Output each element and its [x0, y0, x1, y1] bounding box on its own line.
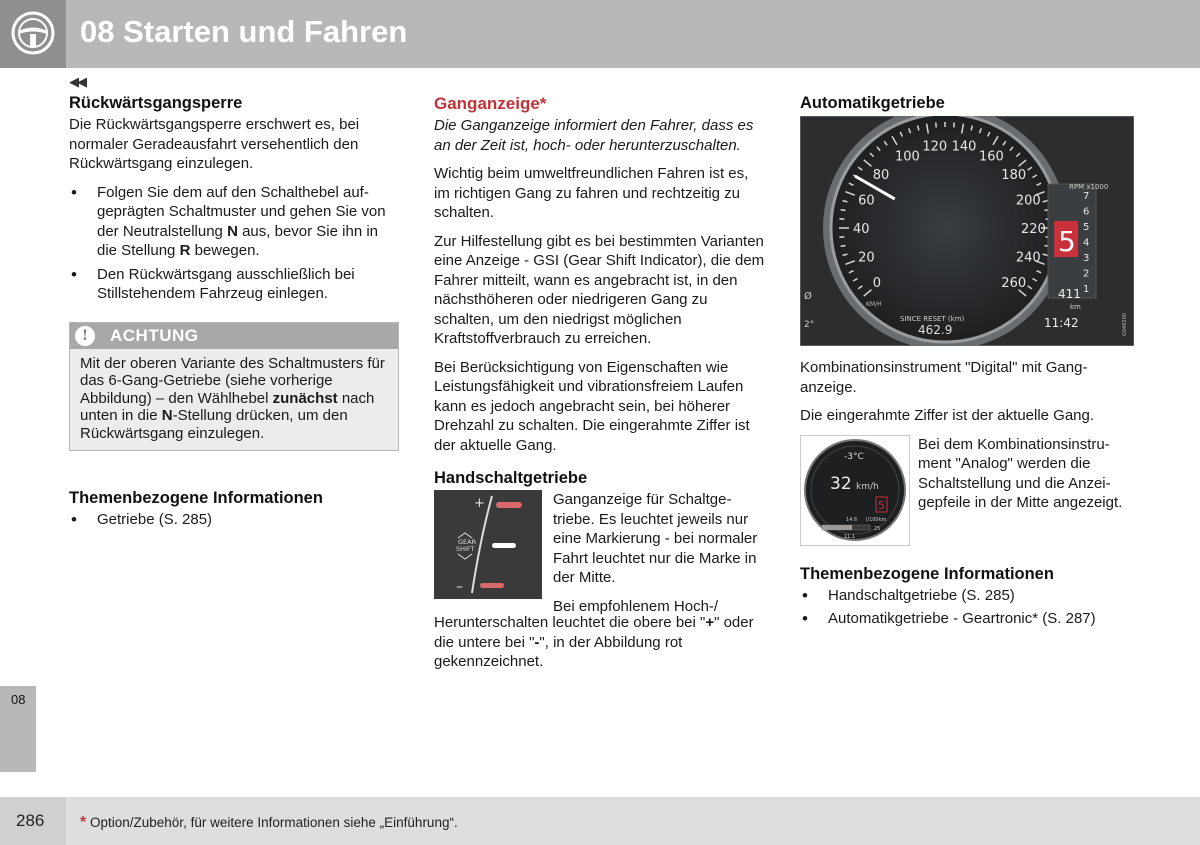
paragraph: Ganganzeige für Schaltgetriebe. Es leuchtet jeweils nur eine Markierung - bei normaler Fahrt leuchtet nur die Marke in der Mitte. [553, 491, 758, 586]
section-heading: Automatikgetriebe [800, 94, 945, 112]
warning-header [70, 323, 398, 349]
current-gear-digit: 5 [1058, 225, 1076, 258]
list-item: • Den Rückwärtsgang ausschließlich bei Stillstehendem Fahrzeug einlegen. [69, 265, 399, 304]
warning-box [69, 322, 399, 452]
speed-label: 60 [858, 193, 875, 209]
speed-label: 40 [853, 222, 870, 237]
speed-label: 200 [1015, 193, 1041, 209]
speed-label: 220 [1021, 222, 1046, 237]
analog-temp: -3°C [844, 451, 864, 462]
related-heading: Themenbezogene Informationen [800, 564, 1054, 583]
gsi-figure-block [434, 490, 766, 614]
speed-label: 20 [858, 250, 875, 266]
speed-tick [841, 246, 846, 247]
gear-shift-indicator-image [434, 490, 542, 599]
figure-code: G046200 [1122, 313, 1128, 336]
column-reverse-lock [69, 94, 399, 534]
paragraph: Bei empfohlenem Hoch-/ [553, 597, 719, 615]
chapter-side-tab[interactable] [0, 686, 36, 772]
range-unit: km [1070, 303, 1081, 311]
paragraph: Wichtig beim umweltfreundlichen Fahren ist es, im richtigen Gang zu fahren und rechtzeitig zu schalten. [434, 165, 749, 221]
speed-label: 240 [1015, 250, 1041, 266]
steering-wheel-icon-box [0, 0, 66, 68]
lead-paragraph: Die Ganganzeige informiert den Fahrer, dass es an der Zeit ist, hoch- oder herunterzuschalten. [434, 117, 754, 154]
related-link[interactable]: • Getriebe (S. 285) [69, 510, 399, 530]
gsi-downshift-mark [480, 583, 504, 588]
kmh-unit: KM/H [866, 301, 882, 308]
column-automatic [800, 94, 1134, 633]
rpm-label: 7 [1083, 191, 1090, 202]
related-heading: Themenbezogene Informationen [69, 489, 323, 507]
gsi-plus: + [474, 496, 485, 511]
rpm-label: 3 [1083, 253, 1090, 264]
instruction-list [69, 183, 399, 304]
gsi-minus: – [456, 579, 463, 595]
paragraph: Zur Hilfestellung gibt es bei bestimmten Varianten eine Anzeige - GSI (Gear Shift Indicator), die dem Fahrer mitteilt, wann es angebracht ist, in den nächsthöheren oder niedrigeren Gang zu schalten, um den niedrigst möglichen Kraftstoffverbrauch zu erreichen. [434, 232, 765, 347]
gsi-current-mark [492, 543, 516, 548]
section-heading: Ganganzeige* [434, 94, 547, 113]
warning-body: Mit der oberen Variante des Schaltmusters für das 6-Gang-Getriebe (siehe vorherige Abbildung) – den Wählhebel zunächst nach unten in die N-Stellung drücken, um den Rückwärtsgang einzulegen. [80, 354, 385, 442]
gsi-upshift-mark [496, 502, 522, 508]
paragraph: Herunterschalten leuchtet die obere bei "+" oder die untere bei "-", in der Abbildung rot gekennzeichnet. [434, 614, 754, 670]
warning-title: ACHTUNG [110, 325, 199, 345]
analog-speed-unit: km/h [856, 481, 879, 492]
speed-label: 80 [872, 168, 890, 183]
analog-cons1: 14.6 [846, 516, 858, 523]
rpm-label: 6 [1083, 206, 1090, 218]
related-link[interactable]: • Automatikgetriebe - Geartronic* (S. 287) [800, 609, 1134, 629]
rpm-label: 5 [1083, 222, 1090, 233]
page-footer [0, 797, 1200, 845]
analog-speed: 32 [830, 473, 852, 494]
analog-range: 25 [874, 525, 881, 532]
list-item: • Folgen Sie dem auf den Schalthebel aufgeprägten Schaltmuster und gehen Sie von der Neutralstellung N aus, bevor Sie ihn in die Stellung R bewegen. [69, 183, 399, 261]
figure-caption: Kombinationsinstrument "Digital" mit Ganganzeige. [800, 359, 1088, 396]
speed-label: 0 [872, 276, 881, 291]
column-gear-indicator [434, 94, 766, 681]
asterisk-icon: * [80, 814, 87, 831]
subheading: Handschaltgetriebe [434, 469, 588, 487]
analog-cluster-image [800, 435, 910, 546]
speed-label: 140 [951, 139, 977, 155]
page-number-box [0, 797, 66, 845]
chapter-header [0, 0, 1200, 68]
gsi-label-gear: GEAR [458, 538, 477, 546]
rpm-label: 2 [1083, 268, 1090, 280]
gsi-label-shift: SHIFT [456, 545, 475, 553]
speed-label: 260 [1001, 276, 1027, 291]
speed-label: 180 [1001, 168, 1027, 183]
avg-symbol: Ø [804, 291, 812, 302]
analog-figure-block [800, 435, 1134, 561]
paragraph: Die eingerahmte Ziffer ist der aktuelle Gang. [800, 407, 1095, 424]
speed-label: 120 [922, 139, 948, 155]
related-list [800, 586, 1134, 629]
since-reset-label: SINCE RESET (km) [900, 315, 965, 323]
paragraph: Bei dem Kombinationsinstrument "Analog" werden die Schaltstellung und die Anzeigepfeile in der Mitte angezeigt. [918, 435, 1123, 511]
clock: 11:42 [1044, 316, 1079, 330]
rpm-scale [1083, 191, 1089, 295]
range-value: 411 [1058, 287, 1081, 301]
back-navigation-icon[interactable]: ◀◀ [69, 74, 85, 89]
speed-label: 160 [979, 149, 1004, 165]
page-number: 286 [16, 811, 45, 830]
section-heading: Rückwärtsgangsperre [69, 94, 243, 112]
steering-wheel-icon [0, 0, 66, 68]
related-list [69, 510, 399, 530]
outside-temp: 2° [804, 320, 815, 330]
digital-cluster-image [800, 116, 1134, 346]
analog-gear: 5 [878, 498, 885, 512]
speed-label: 100 [895, 149, 920, 165]
related-link[interactable]: • Handschaltgetriebe (S. 285) [800, 586, 1134, 606]
info-icon: ! [75, 326, 95, 346]
analog-cons2: 11.1 [844, 533, 856, 540]
analog-cons-unit: l/100km [866, 516, 887, 523]
speed-tick [841, 210, 846, 211]
rpm-label: 4 [1083, 237, 1090, 249]
paragraph: Bei Berücksichtigung von Eigenschaften wie Leistungsfähigkeit und vibrationsfreiem Laufen kann es jedoch angebracht sein, bei höherer Drehzahl zu schalten. Die eingerahmte Ziffer ist der aktuelle Gang. [434, 358, 750, 454]
odometer: 462.9 [918, 323, 953, 337]
chapter-title: 08 Starten und Fahren [80, 14, 408, 49]
paragraph: Die Rückwärtsgangsperre erschwert es, bei normaler Geradeausfahrt versehentlich den Rückwärtsgang einzulegen. [69, 116, 360, 172]
chapter-number: 08 [11, 692, 26, 707]
footnote: * Option/Zubehör, für weitere Informationen siehe „Einführung“. [80, 814, 458, 831]
rpm-label: 1 [1083, 284, 1090, 295]
rpm-label: RPM x1000 [1069, 183, 1109, 191]
